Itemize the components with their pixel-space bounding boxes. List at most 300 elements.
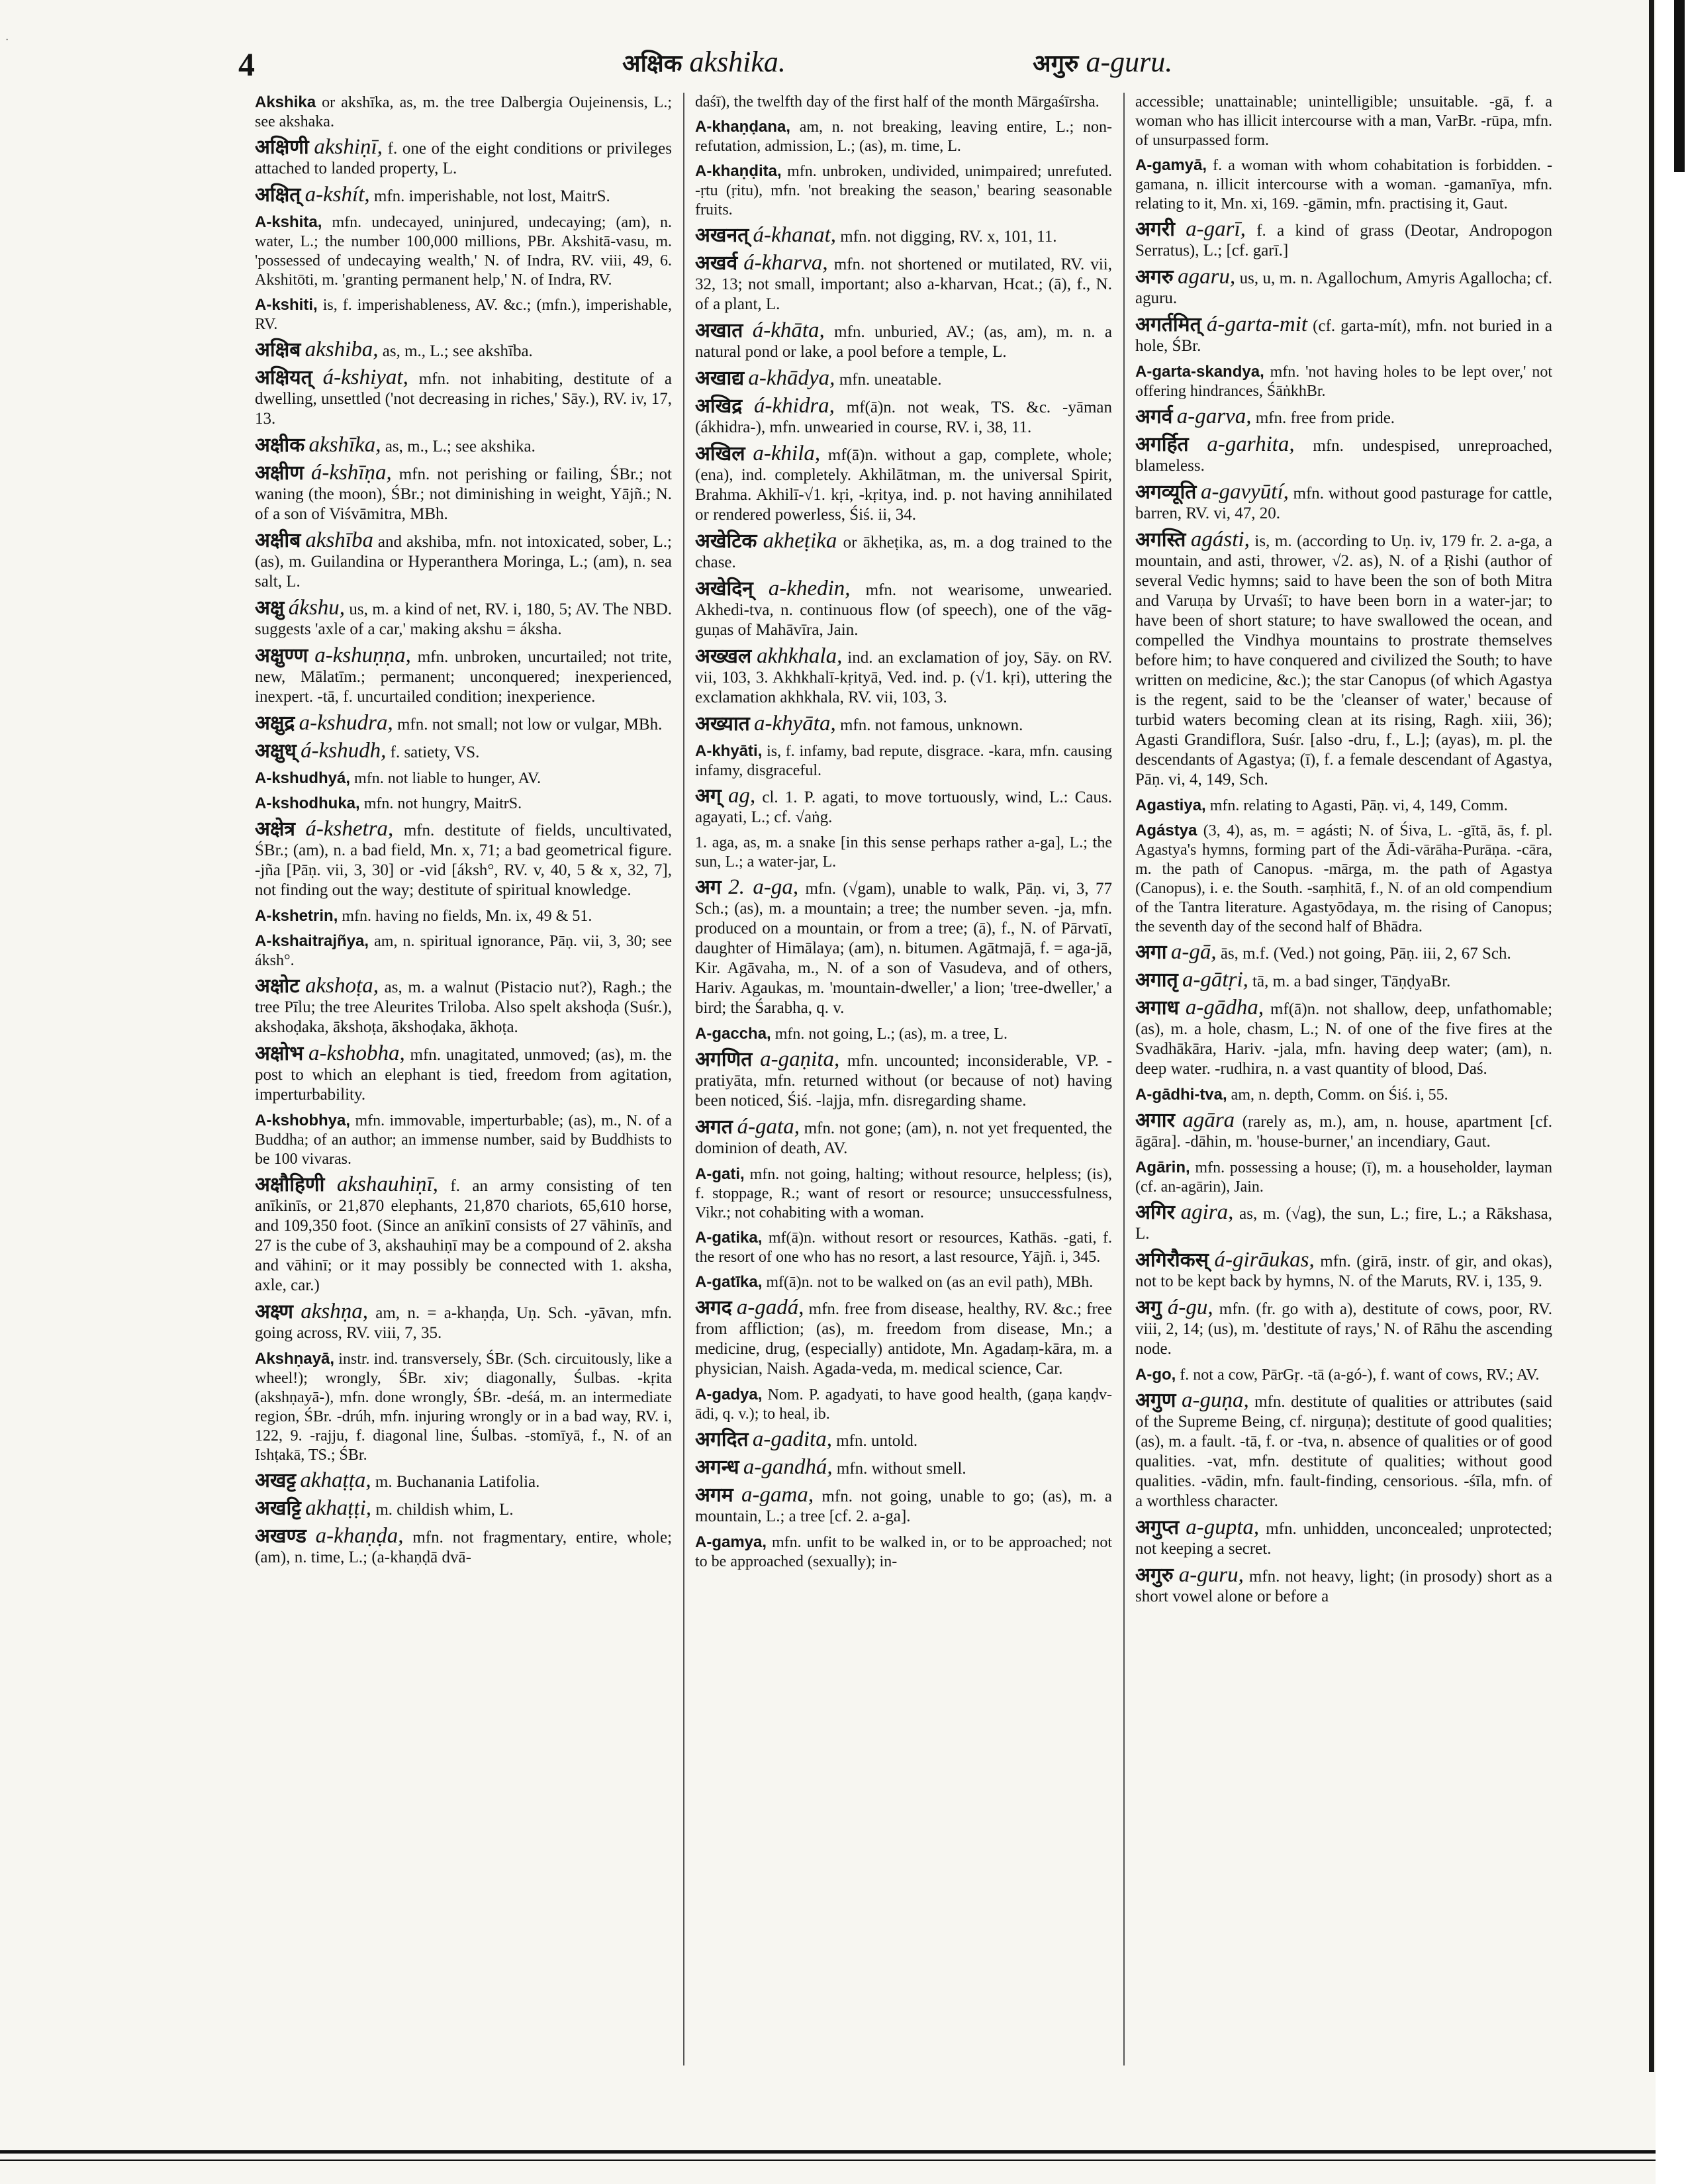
dictionary-entry: [695, 1429, 1112, 1451]
entry-definition: am, n. not breaking, leaving entire, L.; non-refutation, admission, L.; (as), m. time, L.: [695, 119, 1112, 155]
transliterated-headword: A-khyāti,: [695, 742, 763, 760]
devanagari-headword: अक्ष्ण: [255, 1300, 293, 1323]
devanagari-headword: अगातृ: [1135, 969, 1178, 992]
transliterated-headword: a-gādha,: [1185, 996, 1264, 1020]
dictionary-subentry: [695, 117, 1112, 156]
dictionary-entry: [695, 320, 1112, 362]
transliterated-headword: a-gātṛi,: [1182, 968, 1248, 992]
devanagari-headword: अक्षुध्: [255, 739, 297, 763]
devanagari-headword: अक्षिणी: [255, 136, 309, 159]
transliterated-headword: a-khila,: [753, 442, 821, 465]
devanagari-headword: अख्यात: [695, 712, 750, 736]
transliterated-headword: akhaṭṭi,: [305, 1496, 372, 1520]
devanagari-headword: अखात: [695, 319, 743, 342]
entry-definition: mfn. unbroken, undivided, unimpaired; unrefuted. -ṛtu (ṛitu), mfn. 'not breaking the season,' bearing seasonable fruits.: [695, 163, 1112, 218]
entry-definition: daśī), the twelfth day of the first half of the month Mārgaśīrsha.: [695, 93, 1100, 111]
transliterated-headword: A-kshaitrajñya,: [255, 932, 369, 950]
dictionary-columns: [255, 93, 1552, 2072]
transliterated-headword: A-kshobhya,: [255, 1112, 351, 1129]
entry-definition: 1. aga, as, m. a snake [in this sense perhaps rather a-ga], L.; the sun, L.; a water-jar, L.: [695, 834, 1112, 871]
transliterated-headword: a-kshuṇṇa,: [314, 643, 411, 667]
transliterated-headword: a-khaṇḍa,: [315, 1524, 404, 1548]
transliterated-headword: akhaṭṭa,: [300, 1468, 371, 1492]
entry-definition: mfn. free from pride.: [1251, 409, 1395, 427]
devanagari-headword: अगार: [1135, 1109, 1175, 1132]
devanagari-headword: अक्षौहिणी: [255, 1173, 325, 1196]
transliterated-headword: a-khādya,: [748, 366, 835, 390]
transliterated-headword: A-gādhi-tva,: [1135, 1086, 1227, 1104]
dictionary-subentry: [255, 93, 672, 132]
dictionary-entry: [1135, 1250, 1552, 1292]
entry-definition: mfn. not digging, RV. x, 101, 11.: [836, 228, 1057, 246]
transliterated-headword: á-kshiyat,: [322, 365, 408, 389]
left-catchword: [622, 45, 786, 79]
entry-definition: tā, m. a bad singer, TāṇḍyaBr.: [1248, 973, 1451, 990]
entry-definition: us, m. a kind of net, RV. i, 180, 5; AV. The NBD. suggests 'axle of a car,' making akshu = áksha.: [255, 600, 672, 638]
scan-edge-mark: [1674, 0, 1685, 172]
entry-definition: or ākheṭika, as, m. a dog trained to the chase.: [695, 534, 1112, 571]
column-1: [255, 93, 672, 2072]
entry-definition: (cf. garta-mít), mfn. not buried in a hole, ŚBr.: [1135, 317, 1552, 355]
dictionary-subentry: [695, 93, 1112, 112]
dictionary-entry: [1135, 942, 1552, 964]
entry-definition: mfn. without smell.: [832, 1460, 966, 1478]
transliterated-headword: akhkhala,: [757, 644, 843, 668]
dictionary-entry: [255, 463, 672, 524]
devanagari-headword: अगुप्त: [1135, 1516, 1180, 1539]
devanagari-headword: अक्षुद्र: [255, 712, 295, 735]
dictionary-entry: [255, 741, 672, 763]
entry-definition: mfn. untold.: [831, 1432, 918, 1450]
dictionary-subentry: [1135, 1365, 1552, 1385]
transliterated-headword: A-gamyā,: [1135, 156, 1207, 174]
entry-definition: mfn. 'not having holes to be lept over,' not offering hindrances, ŚāṅkhBr.: [1135, 363, 1552, 400]
devanagari-headword: अक्षेत्र: [255, 818, 295, 841]
devanagari-headword: अगिर: [1135, 1201, 1175, 1224]
entry-definition: mfn. undecayed, uninjured, undecaying; (am), n. water, L.; the number 100,000 millions, PBr. Akshitā-vasu, m. 'possessed of undecaying wealth,' N. of Indra, RV. viii, 49, 6. Akshitōti, m. 'granting permanent help,' N. of Indra, RV.: [255, 214, 672, 289]
entry-definition: accessible; unattainable; unintelligible; unsuitable. -gā, f. a woman who has illicit intercourse with a man, VarBr. -rūpa, mfn. of unsurpassed form.: [1135, 93, 1552, 149]
transliterated-headword: akshīka,: [308, 433, 381, 457]
devanagari-headword: अखण्ड: [255, 1525, 306, 1548]
entry-definition: mfn. unhidden, unconcealed; unprotected; not keeping a secret.: [1135, 1520, 1552, 1558]
devanagari-headword: अगणित: [695, 1048, 753, 1071]
transliterated-headword: á-kshīṇa,: [310, 461, 392, 485]
entry-definition: as, m., L.; see akshika.: [381, 438, 536, 455]
dictionary-entry: [255, 598, 672, 640]
entry-definition: as, m. a walnut (Pistacio nut?), Ragh.; the tree Pīlu; the tree Aleurites Triloba. Also spelt akshoḍa (Suśr.), akshoḍaka, ākshoṭa, ākshoḍaka, ākhoṭa.: [255, 978, 672, 1036]
devanagari-headword: अक्षीक: [255, 434, 305, 457]
column-2: [695, 93, 1112, 2072]
entry-definition: mfn. (√gam), unable to walk, Pāṇ. vi, 3, 77 Sch.; (as), m. a mountain; a tree; the number seven. -ja, mfn. produced on a mountain, or from a tree; (ā), f., N. of Pārvatī, daughter of Himālaya; (am), n. bitumen. Agātmajā, f. = aga-jā, Kir. Agāvaha, m., N. of a son of Vasudeva, and of others, Hariv. Agaukas, m. 'mountain-dweller,' a lion; 'tree-dweller,' a bird; the Śarabha, q. v.: [695, 880, 1112, 1017]
transliterated-headword: a-guṇa,: [1181, 1388, 1249, 1412]
devanagari-headword: अगाध: [1135, 996, 1180, 1020]
entry-definition: am, n. spiritual ignorance, Pāṇ. vii, 3, 30; see áksh°.: [255, 933, 672, 969]
devanagari-headword: अक्षोभ: [255, 1042, 304, 1065]
devanagari-headword: अगरी: [1135, 218, 1175, 241]
entry-definition: mfn. not liable to hunger, AV.: [350, 770, 541, 787]
dictionary-entry: [695, 1457, 1112, 1479]
transliterated-headword: A-gatika,: [695, 1229, 763, 1247]
transliterated-headword: á-girāukas,: [1214, 1248, 1315, 1272]
dictionary-entry: [255, 819, 672, 900]
transliterated-headword: Agastiya,: [1135, 796, 1206, 814]
transliterated-headword: akheṭika: [763, 529, 837, 553]
entry-definition: instr. ind. transversely, ŚBr. (Sch. circuitously, like a wheel!); wrongly, ŚBr. xiv; diagonally, Śulbas. -kṛita (akshṇayā-), mfn. done wrongly, ŚBr. -deśá, m. an intermediate region, ŚBr. -drúh, mfn. injuring wrongly or in a bad way, RV. i, 122, 9. -rajju, f. diagonal line, Śulbas. -stomīyā, f., N. of an Ishṭakā, TS.; ŚBr.: [255, 1351, 672, 1464]
dictionary-subentry: [255, 295, 672, 334]
transliterated-headword: agásti,: [1190, 528, 1250, 551]
dictionary-entry: [695, 368, 1112, 390]
entry-definition: mfn. unburied, AV.; (as, am), m. n. a natural pond or lake, a pool before a temple, L.: [695, 323, 1112, 361]
entry-definition: mfn. not famous, unknown.: [835, 716, 1023, 734]
transliterated-headword: akshiṇī,: [314, 135, 383, 159]
transliterated-headword: á-kshetra,: [305, 817, 394, 841]
dictionary-subentry: [695, 741, 1112, 781]
devanagari-headword: अगव्यूति: [1135, 481, 1197, 504]
transliterated-headword: a-garva,: [1176, 404, 1252, 428]
entry-definition: mfn. not shortened or mutilated, RV. vii, 32, 13; not small, important; also a-kharvan, Hcat.; (ā), f., N. of a plant, L.: [695, 256, 1112, 313]
devanagari-headword: अगद: [695, 1296, 732, 1319]
devanagari-headword: अखाद्य: [695, 367, 745, 390]
entry-definition: am, n. depth, Comm. on Śiś. i, 55.: [1227, 1086, 1448, 1104]
entry-definition: Nom. P. agadyati, to have good health, (gaṇa kaṇḍv-ādi, q. v.); to heal, ib.: [695, 1386, 1112, 1423]
dictionary-subentry: [1135, 156, 1552, 214]
entry-definition: mfn. without good pasturage for cattle, barren, RV. vi, 47, 20.: [1135, 485, 1552, 522]
dictionary-subentry: [1135, 362, 1552, 401]
transliterated-headword: A-khaṇḍita,: [695, 162, 782, 180]
dictionary-subentry: [695, 1272, 1112, 1292]
devanagari-headword: अक्षीब: [255, 529, 301, 552]
entry-definition: mfn. not going, unable to go; (as), m. a mountain, L.; a tree [cf. 2. a-ga].: [695, 1488, 1112, 1525]
devanagari-headword: अक्षियत्: [255, 366, 312, 389]
dictionary-entry: [255, 1043, 672, 1105]
dictionary-subentry: [695, 1024, 1112, 1044]
entry-definition: mfn. not wearisome, unwearied. Akhedi-tva, n. continuous flow (of speech), one of the vāg-guṇas of Mahāvīra, Jain.: [695, 581, 1112, 639]
dictionary-entry: [1135, 530, 1552, 790]
entry-definition: cl. 1. P. agati, to move tortuously, wind, L.: Caus. agayati, L.; cf. √aṅg.: [695, 788, 1112, 826]
dictionary-entry: [695, 1117, 1112, 1159]
entry-definition: mfn. possessing a house; (ī), m. a householder, layman (cf. an-agārin), Jain.: [1135, 1159, 1552, 1196]
transliterated-headword: A-kshodhuka,: [255, 794, 360, 812]
dictionary-subentry: [255, 794, 672, 814]
transliterated-headword: akshiba,: [304, 338, 379, 361]
transliterated-headword: ákshu,: [288, 596, 346, 620]
entry-definition: mfn. not going, halting; without resource, helpless; (is), f. stoppage, R.; want of resort or resource; unsuccessfulness, Vikr.; not cohabiting with a woman.: [695, 1166, 1112, 1221]
page-spine-shadow: [1649, 0, 1654, 2072]
transliterated-headword: a-garhita,: [1207, 432, 1295, 456]
dictionary-entry: [695, 579, 1112, 640]
dictionary-subentry: [1135, 1158, 1552, 1197]
left-catchword-latin: akshika.: [689, 46, 786, 78]
transliterated-headword: A-kshiti,: [255, 296, 318, 314]
entry-definition: (3, 4), as, m. = agásti; N. of Śiva, L. -gītā, ās, f. pl. Agastya's hymns, forming part of the Ādi-vārāha-Purāṇa. -cāra, m. the path of Canopus. -mārga, m. the path of Agastya (Canopus), i. e. the South. -saṃhitā, f., N. of an old compendium of the Tantra literature. Agastyōdaya, m. the rising of Canopus; the seventh day of the second half of Bhādra.: [1135, 822, 1552, 935]
transliterated-headword: a-garī,: [1186, 217, 1246, 241]
transliterated-headword: a-gaṇita,: [760, 1047, 840, 1071]
dictionary-subentry: [695, 833, 1112, 872]
entry-definition: and akshiba, mfn. not intoxicated, sober, L.; (as), m. Guilandina or Hyperanthera Moringa, L.; (am), n. sea salt, L.: [255, 533, 672, 591]
dictionary-entry: [1135, 434, 1552, 476]
dictionary-entry: [1135, 1202, 1552, 1244]
entry-definition: as, m. (√ag), the sun, L.; fire, L.; a Rākshasa, L.: [1135, 1205, 1552, 1243]
dictionary-entry: [695, 1298, 1112, 1379]
dictionary-entry: [1135, 406, 1552, 428]
page-number: 4: [238, 46, 255, 83]
devanagari-headword: अखट्ट: [255, 1469, 297, 1492]
transliterated-headword: 2. a-ga,: [728, 875, 799, 899]
dictionary-entry: [1135, 1565, 1552, 1607]
entry-definition: f. an army consisting of ten anīkinīs, or 21,870 elephants, 21,870 chariots, 65,610 horse, and 109,350 foot. (Since an anīkinī consists of 27 vāhinīs, and 27 is the cube of 3, akshauhiṇī may be a compound of 2. aksha and vāhinī; or it may possibly be connected with 1. aksha, axle, car.): [255, 1177, 672, 1294]
transliterated-headword: a-gā,: [1170, 940, 1217, 964]
entry-definition: mfn. unfit to be walked in, or to be approached; not to be approached (sexually); in-: [695, 1534, 1112, 1570]
transliterated-headword: a-gadita,: [752, 1427, 832, 1451]
devanagari-headword: अगुण: [1135, 1389, 1176, 1412]
entry-definition: mfn. immovable, imperturbable; (as), m., N. of a Buddha; of an author; an immense number, said by Buddhists to be 100 vivaras.: [255, 1112, 672, 1168]
devanagari-headword: अखेटिक: [695, 530, 757, 553]
dictionary-entry: [255, 1526, 672, 1568]
transliterated-headword: A-kshudhyá,: [255, 769, 351, 787]
entry-definition: mfn. uncounted; inconsiderable, VP. -pratiyāta, mfn. returned without (or because of not) having been noticed, Śiś. -lajja, mfn. disregarding shame.: [695, 1052, 1112, 1110]
transliterated-headword: á-kharva,: [743, 251, 828, 275]
devanagari-headword: अगा: [1135, 941, 1167, 964]
transliterated-headword: agāra: [1182, 1108, 1235, 1132]
dictionary-entry: [255, 645, 672, 707]
bottom-rule-thick: [0, 2150, 1686, 2154]
transliterated-headword: á-gu,: [1167, 1296, 1213, 1319]
dictionary-entry: [1135, 970, 1552, 992]
transliterated-headword: Akshika: [255, 93, 316, 111]
transliterated-headword: á-khidra,: [754, 394, 835, 418]
transliterated-headword: A-kshita,: [255, 213, 322, 231]
transliterated-headword: a-gadá,: [736, 1296, 804, 1319]
dictionary-entry: [695, 225, 1112, 247]
transliterated-headword: akshība: [305, 528, 373, 552]
dictionary-subentry: [695, 162, 1112, 220]
dictionary-entry: [695, 877, 1112, 1018]
devanagari-headword: अगम: [695, 1484, 733, 1507]
dictionary-entry: [695, 444, 1112, 525]
dictionary-entry: [255, 713, 672, 735]
entry-definition: f. satiety, VS.: [386, 743, 480, 761]
dictionary-entry: [1135, 1517, 1552, 1559]
entry-definition: mf(ā)n. not shallow, deep, unfathomable; (as), m. a hole, chasm, L.; N. of one of the five fires at the Svadhākāra, Hariv. -jala, mfn. having deep water; (am), n. deep water. -rudhira, n. a vast quantity of blood, Daś.: [1135, 1000, 1552, 1078]
dictionary-subentry: [1135, 93, 1552, 150]
devanagari-headword: अगरु: [1135, 265, 1174, 289]
dictionary-subentry: [695, 1385, 1112, 1424]
entry-definition: f. not a cow, PārGṛ. -tā (a-gó-), f. want of cows, RV.; AV.: [1176, 1366, 1540, 1384]
entry-definition: mfn. relating to Agasti, Pāṇ. vi, 4, 149, Comm.: [1205, 797, 1508, 814]
dictionary-entry: [695, 646, 1112, 708]
transliterated-headword: a-guru,: [1178, 1563, 1244, 1587]
devanagari-headword: अगस्ति: [1135, 528, 1186, 551]
transliterated-headword: ag,: [727, 784, 756, 808]
devanagari-headword: अखिल: [695, 442, 745, 465]
transliterated-headword: Akshṇayā,: [255, 1350, 335, 1368]
dictionary-subentry: [695, 1228, 1112, 1267]
transliterated-headword: A-gati,: [695, 1165, 745, 1183]
dictionary-entry: [695, 1485, 1112, 1527]
devanagari-headword: अगिरौकस्: [1135, 1249, 1209, 1272]
devanagari-headword: अखर्व: [695, 252, 738, 275]
entry-definition: mfn. imperishable, not lost, MaitrS.: [369, 187, 610, 205]
devanagari-headword: अक्षित्: [255, 183, 301, 207]
transliterated-headword: A-gaccha,: [695, 1025, 771, 1043]
entry-definition: mfn. not hungry, MaitrS.: [359, 795, 522, 812]
entry-definition: mfn. destitute of fields, uncultivated, ŚBr.; (am), n. a bad field, Mn. x, 71; a bad geometrical figure. -jña [Pāṇ. vii, 3, 30] or -vid [áksh°, RV. v, 40, 5 & x, 32, 7], not finding out the way; destitute of spiritual knowledge.: [255, 822, 672, 899]
devanagari-headword: अक्षु: [255, 596, 285, 620]
devanagari-headword: अगन्ध: [695, 1456, 739, 1479]
entry-definition: mfn. not going, L.; (as), m. a tree, L.: [771, 1025, 1007, 1043]
transliterated-headword: á-gata,: [737, 1115, 800, 1139]
dictionary-entry: [255, 137, 672, 179]
entry-definition: mfn. not heavy, light; (in prosody) short as a short vowel alone or before a: [1135, 1568, 1552, 1605]
dictionary-entry: [255, 1174, 672, 1296]
entry-definition: am, n. = a-khaṇḍa, Uṇ. Sch. -yāvan, mfn. going across, RV. viii, 7, 35.: [255, 1304, 672, 1342]
transliterated-headword: a-gavyūtí,: [1201, 480, 1289, 504]
dictionary-entry: [695, 714, 1112, 736]
dictionary-subentry: [255, 769, 672, 788]
devanagari-headword: अगर्व: [1135, 405, 1173, 428]
dictionary-entry: [695, 531, 1112, 573]
transliterated-headword: á-kshudh,: [301, 739, 387, 763]
transliterated-headword: A-kshetrin,: [255, 907, 338, 925]
scan-margin: [1656, 0, 1686, 2184]
entry-definition: is, m. (according to Uṇ. iv, 179 fr. 2. a-ga, a mountain, and asti, thrower, √2. as), N. of a Ṛishi (author of several Vedic hymns; said to have been the son of both Mitra and Varuṇa by Urvaśī; to have been born in a water-jar; to have been of short stature; to have swallowed the ocean, and compelled the Vindhya mountains to prostrate themselves before him; to have conquered and civilized the South; to have written on medicine, &c.); the star Canopus (of which Agastya is the regent, said to be the 'cleanser of water,' because of turbid waters becoming clean at its rising, Ragh. xiii, 36); Agasti Grandiflora, Suśr. [also -dru, f., L.]; (ayas), m. pl. the descendants of Agastya; (ī), f. a female descendant of Agastya, Pāṇ. vi, 4, 149, Sch.: [1135, 532, 1552, 788]
transliterated-headword: agira,: [1180, 1200, 1234, 1224]
transliterated-headword: a-khedin,: [768, 577, 851, 600]
transliterated-headword: akshoṭa,: [305, 974, 379, 998]
entry-definition: mfn. having no fields, Mn. ix, 49 & 51.: [338, 908, 592, 925]
devanagari-headword: अखिद्र: [695, 395, 743, 418]
entry-definition: (rarely as, m.), am, n. house, apartment [cf. āgāra]. -dāhin, m. 'house-burner,' an incendiary, Gaut.: [1135, 1113, 1552, 1151]
dictionary-subentry: [255, 1349, 672, 1465]
devanagari-headword: अगु: [1135, 1296, 1162, 1319]
dictionary-entry: [255, 1470, 672, 1492]
entry-definition: m. childish whim, L.: [371, 1501, 514, 1519]
dictionary-subentry: [255, 1111, 672, 1169]
entry-definition: mfn. (girā, instr. of gir, and okas), not to be kept back by hymns, N. of the Maruts, RV. i, 135, 9.: [1135, 1253, 1552, 1290]
entry-definition: mfn. not perishing or failing, ŚBr.; not waning (the moon), ŚBr.; not diminishing in weight, Yājñ.; N. of a son of Viśvāmitra, MBh.: [255, 465, 672, 523]
dictionary-entry: [1135, 998, 1552, 1079]
entry-definition: mfn. not inhabiting, destitute of a dwelling, unsettled ('not decreasing in riches,' Sāy.), RV. iv, 17, 13.: [255, 370, 672, 428]
dictionary-entry: [1135, 267, 1552, 309]
dictionary-subentry: [1135, 796, 1552, 816]
entry-definition: as, m., L.; see akshība.: [378, 342, 533, 360]
dictionary-entry: [255, 976, 672, 1037]
dictionary-entry: [255, 185, 672, 207]
entry-definition: mf(ā)n. without resort or resources, Kathās. -gati, f. the resort of one who has no resort, a last resource, Yājñ. i, 345.: [695, 1229, 1112, 1266]
dictionary-entry: [695, 1049, 1112, 1111]
transliterated-headword: á-khanat,: [753, 223, 837, 247]
transliterated-headword: Agástya: [1135, 822, 1197, 839]
dictionary-entry: [695, 396, 1112, 438]
devanagari-headword: अगर्तमित्: [1135, 313, 1201, 336]
entry-definition: mf(ā)n. not to be walked on (as an evil path), MBh.: [762, 1274, 1094, 1291]
devanagari-headword: अक्षीण: [255, 461, 304, 485]
dictionary-entry: [695, 253, 1112, 314]
dictionary-entry: [1135, 1298, 1552, 1359]
entry-definition: f. a kind of grass (Deotar, Andropogon Serratus), L.; [cf. garī.]: [1135, 222, 1552, 260]
column-3: [1135, 93, 1552, 2072]
transliterated-headword: A-garta-skandya,: [1135, 363, 1264, 381]
right-catchword: [1033, 45, 1172, 79]
transliterated-headword: A-gamya,: [695, 1533, 767, 1551]
transliterated-headword: Agārin,: [1135, 1159, 1190, 1176]
dictionary-subentry: [695, 1533, 1112, 1572]
dictionary-subentry: [1135, 1085, 1552, 1105]
dictionary-entry: [255, 530, 672, 592]
dictionary-subentry: [255, 931, 672, 971]
entry-definition: mfn. not fragmentary, entire, whole; (am), n. time, L.; (a-khaṇḍā dvā-: [255, 1529, 672, 1566]
dictionary-entry: [255, 1302, 672, 1343]
devanagari-headword: अख्खल: [695, 645, 752, 668]
entry-definition: mfn. (fr. go with a), destitute of cows, poor, RV. viii, 2, 14; (us), m. 'destitute of rays,' N. of Rāhu the ascending node.: [1135, 1300, 1552, 1358]
devanagari-headword: अखनत्: [695, 224, 749, 247]
left-catchword-devanagari: अक्षिक: [622, 50, 682, 77]
devanagari-headword: अक्षुण्ण: [255, 644, 308, 667]
entry-definition: mfn. unbroken, uncurtailed; not trite, new, Mālatīm.; permanent; unconquered; inexperienced, inexpert. -tā, f. uncurtailed condition; inexperience.: [255, 648, 672, 706]
dictionary-subentry: [695, 1164, 1112, 1223]
dictionary-entry: [1135, 1390, 1552, 1511]
transliterated-headword: a-khyāta,: [754, 712, 836, 736]
transliterated-headword: a-kshít,: [304, 183, 370, 207]
devanagari-headword: अग: [695, 876, 722, 899]
entry-definition: mfn. free from disease, healthy, RV. &c.; free from affliction; (as), m. freedom from disease, Mn.; a medicine, drug, (especially) antidote, Mn. Agadaṃ-kāra, m. a physician, Naish. Agada-veda, m. medical science, Car.: [695, 1300, 1112, 1378]
devanagari-headword: अक्षिब: [255, 338, 301, 361]
transliterated-headword: á-garta-mit: [1206, 312, 1308, 336]
transliterated-headword: a-gama,: [741, 1483, 814, 1507]
entry-definition: m. Buchanania Latifolia.: [371, 1473, 540, 1491]
dictionary-entry: [255, 367, 672, 429]
entry-definition: mf(ā)n. without a gap, complete, whole; (ena), ind. completely. Akhilātman, m. the universal Spirit, Brahma. Akhilī-√1. kṛi, -kṛitya, ind. p. not having annihilated or rendered powerless, Śiś. ii, 34.: [695, 446, 1112, 524]
entry-definition: mfn. not small; not low or vulgar, MBh.: [393, 716, 663, 734]
entry-definition: f. a woman with whom cohabitation is forbidden. -gamana, n. illicit intercourse with a woman. -gamanīya, mfn. relating to it, Mn. xi, 169. -gāmin, mfn. practising it, Gaut.: [1135, 157, 1552, 213]
entry-definition: or akshīka, as, m. the tree Dalbergia Oujeinensis, L.; see akshaka.: [255, 94, 672, 130]
devanagari-headword: अखट्टि: [255, 1497, 301, 1520]
entry-definition: mfn. destitute of qualities or attributes (said of the Supreme Being, cf. nirguṇa); destitute of good qualities; (as), m. a fault. -tā, f. or -tva, n. absence of qualities or of good qualities. -vat, mfn. destitute of qualities; without good qualities. -vādin, mfn. fault-finding, censorious. -śīla, mfn. of a worthless character.: [1135, 1393, 1552, 1510]
entry-definition: mfn. unagitated, unmoved; (as), m. the post to which an elephant is tied, freedom from agitation, imperturbability.: [255, 1046, 672, 1104]
transliterated-headword: a-gandhá,: [743, 1455, 833, 1479]
right-catchword-latin: a-guru.: [1086, 46, 1173, 78]
dictionary-entry: [255, 435, 672, 457]
bottom-rule-thin: [0, 2160, 1686, 2161]
entry-definition: mf(ā)n. not weak, TS. &c. -yāman (ákhidra-), mfn. unwearied in course, RV. i, 38, 11.: [695, 399, 1112, 436]
transliterated-headword: A-khaṇḍana,: [695, 118, 791, 136]
transliterated-headword: akshauhiṇī,: [336, 1172, 438, 1196]
dictionary-entry: [1135, 482, 1552, 524]
entry-definition: us, u, m. n. Agallochum, Amyris Agallocha; cf. aguru.: [1135, 269, 1552, 307]
entry-definition: f. one of the eight conditions or privileges attached to landed property, L.: [255, 140, 672, 177]
transliterated-headword: A-gatīka,: [695, 1273, 763, 1291]
dictionary-entry: [1135, 1110, 1552, 1152]
transliterated-headword: á-khāta,: [752, 318, 825, 342]
dictionary-entry: [695, 786, 1112, 828]
entry-definition: mfn. not gone; (am), n. not yet frequented, the dominion of death, AV.: [695, 1119, 1112, 1157]
devanagari-headword: अगुरु: [1135, 1564, 1174, 1587]
devanagari-headword: अग्: [695, 784, 722, 808]
transliterated-headword: A-gadya,: [695, 1386, 763, 1403]
entry-definition: is, f. imperishableness, AV. &c.; (mfn.), imperishable, RV.: [255, 297, 672, 333]
dictionary-entry: [1135, 219, 1552, 261]
dictionary-entry: [1135, 314, 1552, 356]
dictionary-subentry: [1135, 821, 1552, 937]
right-catchword-devanagari: अगुरु: [1033, 50, 1079, 77]
entry-definition: ās, m.f. (Ved.) not going, Pāṇ. iii, 2, 67 Sch.: [1216, 945, 1511, 963]
dictionary-subentry: [255, 906, 672, 926]
devanagari-headword: अगर्हित: [1135, 433, 1189, 456]
entry-definition: ind. an exclamation of joy, Sāy. on RV. vii, 103, 3. Akhkhalī-kṛityā, Ved. ind. p. (√1. kṛi), uttering the exclamation akhkhala, RV. vii, 103, 3.: [695, 649, 1112, 706]
devanagari-headword: अगदित: [695, 1428, 749, 1451]
dictionary-entry: [255, 1498, 672, 1520]
transliterated-headword: akshṇa,: [301, 1300, 368, 1323]
